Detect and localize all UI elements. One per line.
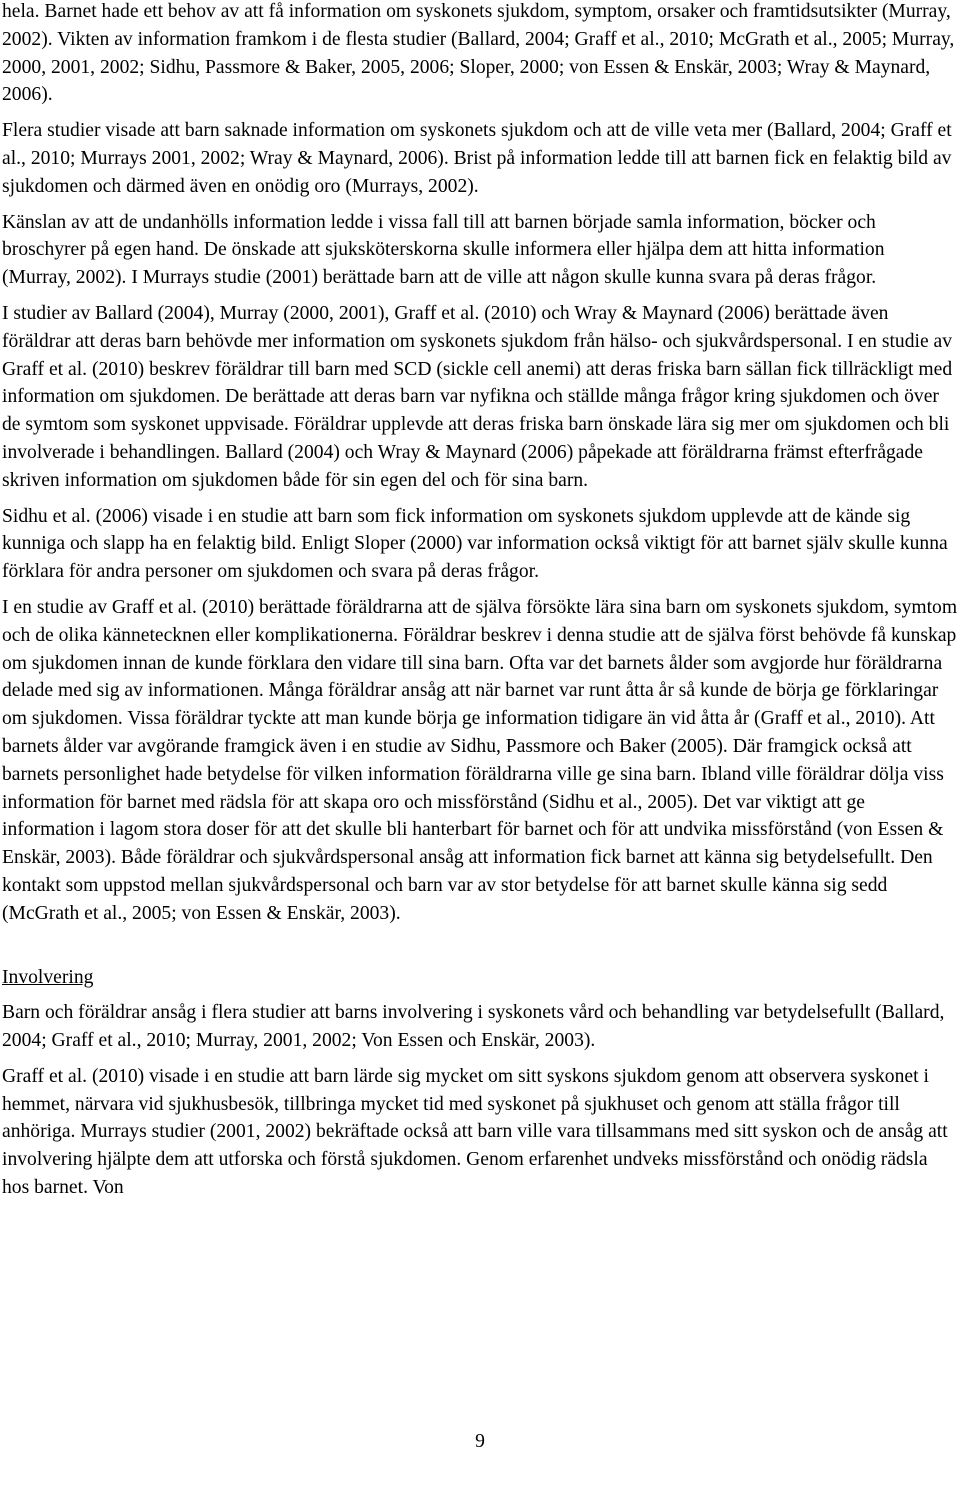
paragraph-involvement-learning: Graff et al. (2010) visade i en studie att barn lärde sig mycket om sitt syskons sjukdom genom att observera syskonet i hemmet, närvara vid sjukhusbesök, tillbringa mycket tid med syskonet på sjukhuset och genom att ställa frågor till anhöriga. Murrays studier (2001, 2002) bekräftade också att barn ville vara tillsammans med sitt syskon och de ansåg att involvering hjälpte dem att utforska och förstå sjukdomen. Genom erfarenhet undveks missförstånd och onödig rädsla hos barnet. Von <box>2 1065 948 1199</box>
paragraph-knowledge-benefits: Sidhu et al. (2006) visade i en studie att barn som fick information om syskonets sjukdom upplevde att de kände sig kunniga och slapp ha en felaktig bild. Enligt Sloper (2000) var information också viktigt för att barnet själv skulle kunna förklara för andra personer om sjukdomen och svara på deras frågor. <box>2 505 948 583</box>
section-heading-involvering: Involvering <box>2 966 94 988</box>
paragraph-involvement-importance: Barn och föräldrar ansåg i flera studier att barns involvering i syskonets vård och behandling var betydelsefullt (Ballard, 2004; Graff et al., 2010; Murray, 2001, 2002; Von Essen och Enskär, 2003). <box>2 1002 945 1052</box>
paragraph-information-need: hela. Barnet hade ett behov av att få information om syskonets sjukdom, symptom, orsaker och framtidsutsikter (Murray, 2002). Vikten av information framkom i de flesta studier (Ballard, 2004; Graff et al., 2010; McGrath et al., 2005; Murray, 2000, 2001, 2002; Sidhu, Passmore & Baker, 2005, 2006; Sloper, 2000; von Essen & Enskär, 2003; Wray & Maynard, 2006). <box>2 1 955 106</box>
page-number: 9 <box>475 1431 485 1452</box>
paragraph-withheld-information: Känslan av att de undanhölls information ledde i vissa fall till att barnen började samla information, böcker och broschyrer på egen hand. De önskade att sjuksköterskorna skulle informera eller hjälpa dem att hitta information (Murray, 2002). I Murrays studie (2001) berättade barn att de ville att någon skulle kunna svara på deras frågor. <box>2 211 885 289</box>
paragraph-lacking-information: Flera studier visade att barn saknade information om syskonets sjukdom och att de ville veta mer (Ballard, 2004; Graff et al., 2010; Murrays 2001, 2002; Wray & Maynard, 2006). Brist på information ledde till att barnen fick en felaktig bild av sjukdomen och därmed även en onödig oro (Murrays, 2002). <box>2 120 952 197</box>
paragraph-age-and-information: I en studie av Graff et al. (2010) berättade föräldrarna att de själva försökte lära sina barn om syskonets sjukdom, symtom och de olika kännetecknen eller komplikationerna. Föräldrar beskrev i denna studie att de själva först behövde få kunskap om sjukdomen innan de kunde förklara den vidare till sina barn. Ofta var det barnets ålder som avgjorde hur föräldrarna delade med sig av informationen. Många föräldrar ansåg att när barnet var runt åtta år så kunde de börja ge förklaringar om sjukdomen. Vissa föräldrar tyckte att man kunde börja ge information tidigare än vid åtta år (Graff et al., 2010). Att barnets ålder var avgörande framgick även i en studie av Sidhu, Passmore och Baker (2005). Där framgick också att barnets personlighet hade betydelse för vilken information föräldrarna ville ge sina barn. Ibland ville föräldrar dölja viss information för barnet med rädsla för att skapa oro och missförstånd (Sidhu et al., 2005). Det var viktigt att ge information i lagom stora doser för att det skulle bli hanterbart för barnet och för att undvika missförstånd (von Essen & Enskär, 2003). Både föräldrar och sjukvårdspersonal ansåg att information fick barnet att känna sig betydelsefullt. Den kontakt som uppstod mellan sjukvårdspersonal och barn var av stor betydelse för att barnet skulle känna sig sedd (McGrath et al., 2005; von Essen & Enskär, 2003). <box>2 596 958 924</box>
document-body <box>2 0 958 1210</box>
paragraph-parents-reports: I studier av Ballard (2004), Murray (2000, 2001), Graff et al. (2010) och Wray & Maynard (2006) berättade även föräldrar att deras barn behövde mer information om syskonets sjukdom från hälso- och sjukvårdspersonal. I en studie av Graff et al. (2010) beskrev föräldrar till barn med SCD (sickle cell anemi) att deras friska barn sällan fick tillräckligt med information om sjukdomen. De berättade att deras barn var nyfikna och ställde många frågor kring sjukdomen och över de symtom som syskonet uppvisade. Föräldrar upplevde att deras friska barn önskade lära sig mer om sjukdomen och bli involverade i behandlingen. Ballard (2004) och Wray & Maynard (2006) påpekade att föräldrarna främst efterfrågade skriven information om sjukdomen både för sin egen del och för sina barn. <box>2 302 953 491</box>
